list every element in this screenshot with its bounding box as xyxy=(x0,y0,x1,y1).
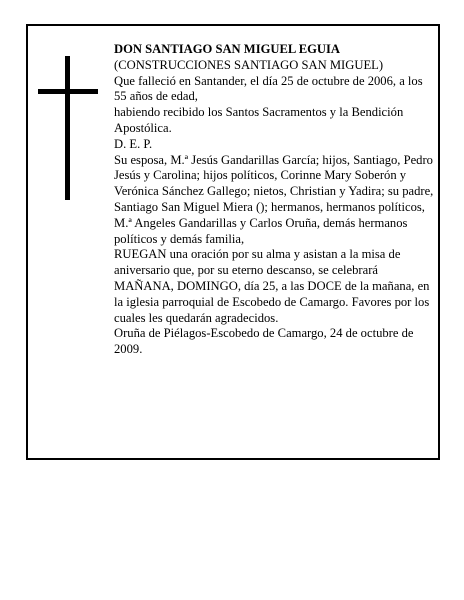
prayer-request: RUEGAN una oración por su alma y asistan a la misa de aniversario que, por su eterno descanso, se celebrará MAÑANA, DOMINGO, día 25, a las DOCE de la mañana, en la iglesia parroquial de Escobedo de Camargo. Favores por los cuales les quedarán agradecidos. xyxy=(114,247,430,325)
family-list: Su esposa, M.ª Jesús Gandarillas García; hijos, Santiago, Pedro Jesús y Carolina; hijos políticos, Corinne Mary Soberón y Verónica Sánchez Gallego; nietos, Christian y Yadira; su padre, Santiago San Miguel Miera (); hermanos, hermanos políticos, M.ª Angeles Gandarillas y Carlos Oruña, demás hermanos políticos y demás familia, xyxy=(114,152,434,246)
cross-vertical-bar xyxy=(65,56,70,200)
company-name: (CONSTRUCCIONES SANTIAGO SAN MIGUEL) xyxy=(114,57,384,72)
sacraments-statement: habiendo recibido los Santos Sacramentos y la Bendición Apostólica. xyxy=(114,105,404,135)
cross-icon xyxy=(38,56,98,200)
place-and-date: Oruña de Piélagos-Escobedo de Camargo, 24 de octubre de 2009. xyxy=(114,326,414,357)
rip-line: D. E. P. xyxy=(114,136,153,151)
obituary-text xyxy=(114,42,436,358)
deceased-name: DON SANTIAGO SAN MIGUEL EGUIA xyxy=(114,42,341,56)
obituary-notice xyxy=(26,24,440,460)
cross-horizontal-bar xyxy=(38,89,98,94)
death-statement: Que falleció en Santander, el día 25 de octubre de 2006, a los 55 años de edad, xyxy=(114,73,423,104)
